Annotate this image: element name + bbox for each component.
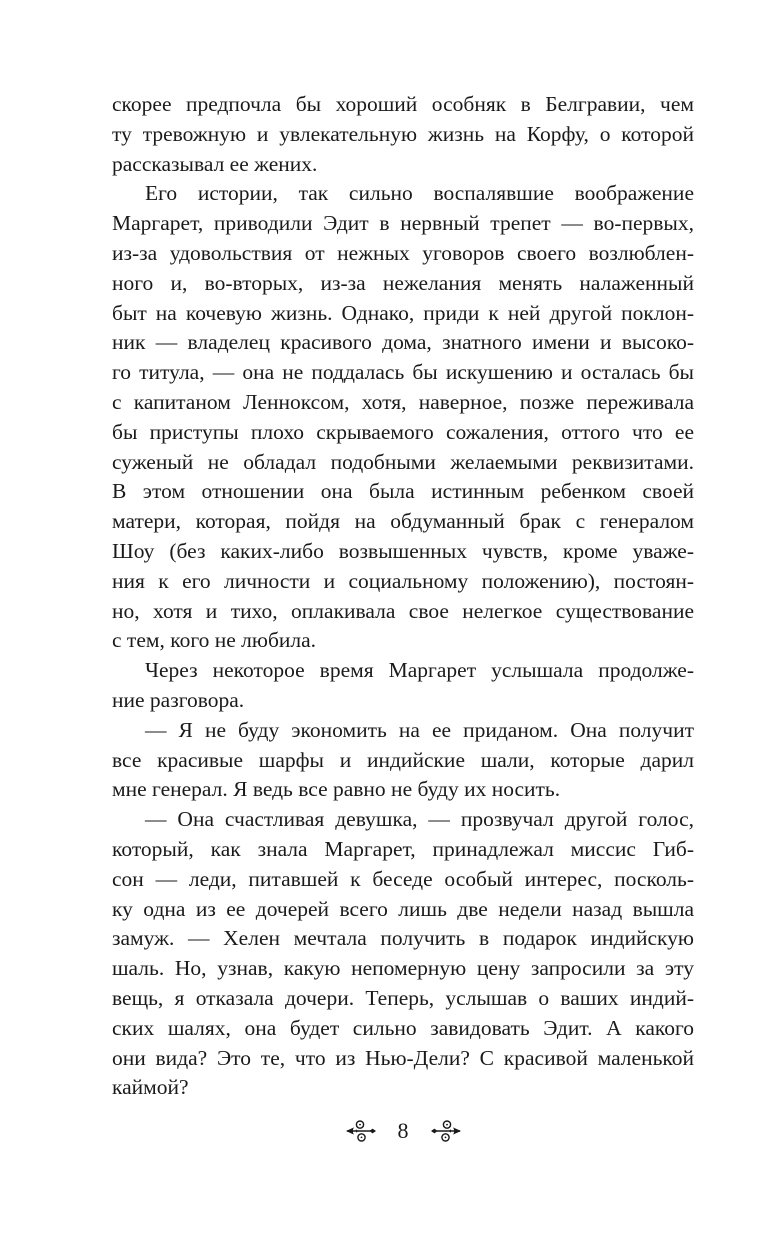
text-line: ного и, во-вторых, из-за нежелания менять налаженный: [112, 270, 694, 295]
paragraph: [112, 90, 694, 179]
text-line: вещь, я отказала дочери. Теперь, услышав о ваших индий-: [112, 985, 694, 1010]
text-line: скорее предпочла бы хороший особняк в Белгравии, чем: [112, 92, 694, 116]
text-line: рассказывал ее жених.: [112, 151, 318, 176]
text-line: ния к его личности и социальному положению), постоян-: [112, 568, 694, 593]
paragraph: [112, 656, 694, 716]
page-text: [112, 90, 694, 1103]
text-line: Маргарет, приводили Эдит в нервный трепет — во-первых,: [112, 211, 694, 236]
text-line: замуж. — Хелен мечтала получить в подарок индийскую: [112, 926, 694, 951]
text-line: ских шалях, она будет сильно завидовать Эдит. А какого: [112, 1015, 694, 1040]
text-line: ту тревожную и увлекательную жизнь на Корфу, о которой: [112, 121, 694, 146]
page-footer: [112, 1118, 694, 1144]
text-line: из-за удовольствия от нежных уговоров своего возлюблен-: [112, 240, 694, 265]
page-number: 8: [397, 1118, 409, 1143]
fleuron-left-icon: [344, 1119, 378, 1143]
text-line: — Я не буду экономить на ее приданом. Она получит: [145, 717, 694, 742]
paragraph: [112, 805, 694, 1103]
text-line: шаль. Но, узнав, какую непомерную цену запросили за эту: [112, 956, 694, 981]
text-line: но, хотя и тихо, оплакивала свое нелегкое существование: [112, 598, 694, 623]
text-line: Через некоторое время Маргарет услышала продолже-: [145, 658, 694, 683]
text-line: каймой?: [112, 1075, 189, 1100]
text-line: они вида? Это те, что из Нью-Дели? С красивой маленькой: [112, 1045, 694, 1070]
text-line: с капитаном Ленноксом, хотя, наверное, позже переживала: [112, 389, 694, 414]
text-line: бы приступы плохо скрываемого сожаления, оттого что ее: [112, 419, 694, 444]
text-line: В этом отношении она была истинным ребенком своей: [112, 479, 694, 504]
text-line: суженый не обладал подобными желаемыми реквизитами.: [112, 449, 694, 474]
text-line: все красивые шарфы и индийские шали, которые дарил: [112, 747, 694, 772]
text-line: который, как знала Маргарет, принадлежал миссис Гиб-: [112, 836, 694, 861]
text-line: го титула, — она не поддалась бы искушению и осталась бы: [112, 360, 694, 385]
fleuron-right-icon: [429, 1119, 463, 1143]
text-line: Шоу (без каких-либо возвышенных чувств, кроме уваже-: [112, 538, 694, 563]
text-line: мне генерал. Я ведь все равно не буду их носить.: [112, 777, 561, 802]
text-line: с тем, кого не любила.: [112, 628, 317, 653]
text-line: ку одна из ее дочерей всего лишь две недели назад вышла: [112, 896, 694, 921]
text-line: ник — владелец красивого дома, знатного имени и высоко-: [112, 330, 694, 355]
text-line: матери, которая, пойдя на обдуманный брак с генералом: [112, 509, 694, 534]
text-line: — Она счастливая девушка, — прозвучал другой голос,: [145, 807, 694, 832]
text-line: быт на кочевую жизнь. Однако, приди к ней другой поклон-: [112, 300, 694, 325]
paragraph: [112, 716, 694, 805]
text-line: ние разговора.: [112, 687, 245, 712]
paragraph: [112, 179, 694, 656]
text-line: сон — леди, питавшей к беседе особый интерес, посколь-: [112, 866, 694, 891]
text-line: Его истории, так сильно воспалявшие воображение: [145, 181, 694, 206]
